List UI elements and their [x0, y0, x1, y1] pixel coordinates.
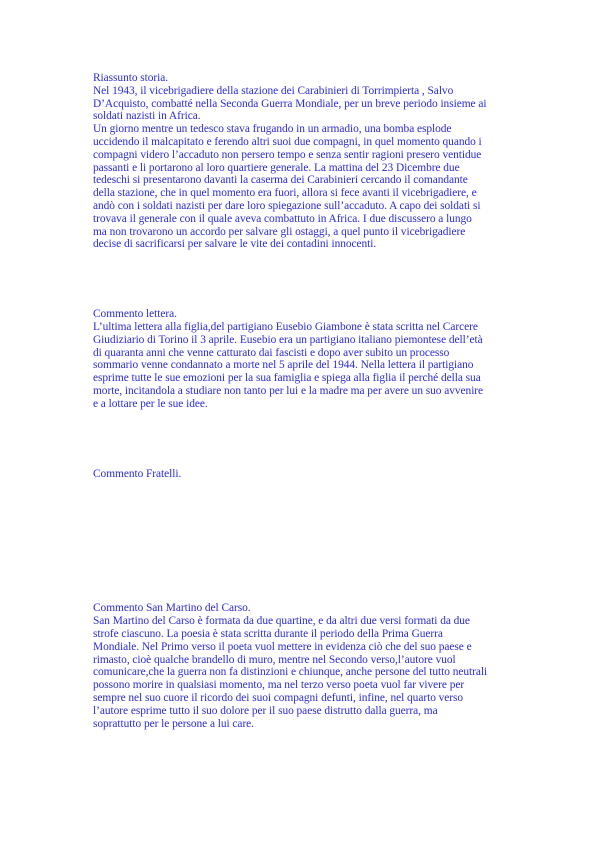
paragraph: Nel 1943, il vicebrigadiere della stazione dei Carabinieri di Torrimpierta , Salvo D’Acquisto, combatté nella Seconda Guerra Mondiale, per un breve periodo insieme ai soldati nazisti in Africa. — [93, 84, 487, 123]
paragraph: Un giorno mentre un tedesco stava frugando in un armadio, una bomba esplode uccidendo il malcapitato e ferendo altri suoi due compagni, in quel momento quando i compagni videro l’accaduto non persero tempo e senza sentir ragioni presero ventidue passanti e li portarono al loro quartiere generale. La mattina del 23 Dicembre due tedeschi si presentarono davanti la caserma dei Carabinieri cercando il comandante della stazione, che in quel momento era fuori, allora si fece avanti il vicebrigadiere, e andò con i soldati nazisti per dare loro spiegazione sull’accaduto. A capo dei soldati si trovava il generale con il quale aveva combattuto in Africa. I due discussero a lungo ma non trovarono un accordo per salvare gli ostaggi, a quel punto il vicebrigadiere decise di sacrificarsi per salvare le vite dei contadini innocenti. — [93, 123, 482, 251]
paragraph: L’ultima lettera alla figlia,del partigiano Eusebio Giambone è stata scritta nel Carcere Giudiziario di Torino il 3 aprile. Eusebio era un partigiano italiano piemontese dell’età di quaranta anni che venne catturato dai fascisti e dopo aver subito un processo sommario venne condannato a morte nel 5 aprile del 1944. Nella lettera il partigiano esprime tutte le sue emozioni per la sua famiglia e spiega alla figlia il perché della sua morte, incitandola a studiare non tanto per lui e la madre ma per avere un suo avvenire e a lottare per le sue idee. — [93, 320, 484, 410]
section-title: Riassunto storia. — [93, 72, 169, 84]
section-title: Commento Fratelli. — [93, 467, 182, 480]
section-title: Commento San Martino del Carso. — [93, 602, 251, 615]
section-commento-fratelli — [93, 468, 488, 481]
section-commento-san-martino — [93, 602, 488, 730]
section-title: Commento lettera. — [93, 308, 177, 321]
paragraph: San Martino del Carso è formata da due quartine, e da altri due versi formati da due strofe ciascuno. La poesia è stata scritta durante il periodo della Prima Guerra Mondiale. Nel Primo verso il poeta vuol mettere in evidenza ciò che del suo paese e rimasto, cioè qualche brandello di muro, mentre nel Secondo verso,l’autore vuol comunicare,che la guerra non fa distinzioni e chiunque, anche persone del tutto neutrali possono morire in qualsiasi momento, ma nel terzo verso poeta vuol far vivere per sempre nel suo cuore il ricordo dei suoi compagni defunti, infine, nel quarto verso l’autore esprime tutto il suo dolore per il suo paese distrutto dalla guerra, ma soprattutto per le persone a lui care. — [93, 615, 488, 730]
section-body — [93, 615, 488, 730]
section-body — [93, 321, 488, 411]
blank-space — [93, 411, 488, 468]
document-page — [93, 72, 488, 730]
section-riassunto-storia — [93, 72, 488, 251]
blank-space — [93, 480, 488, 602]
section-commento-lettera — [93, 308, 488, 410]
section-body — [93, 85, 488, 251]
blank-space — [93, 251, 488, 308]
